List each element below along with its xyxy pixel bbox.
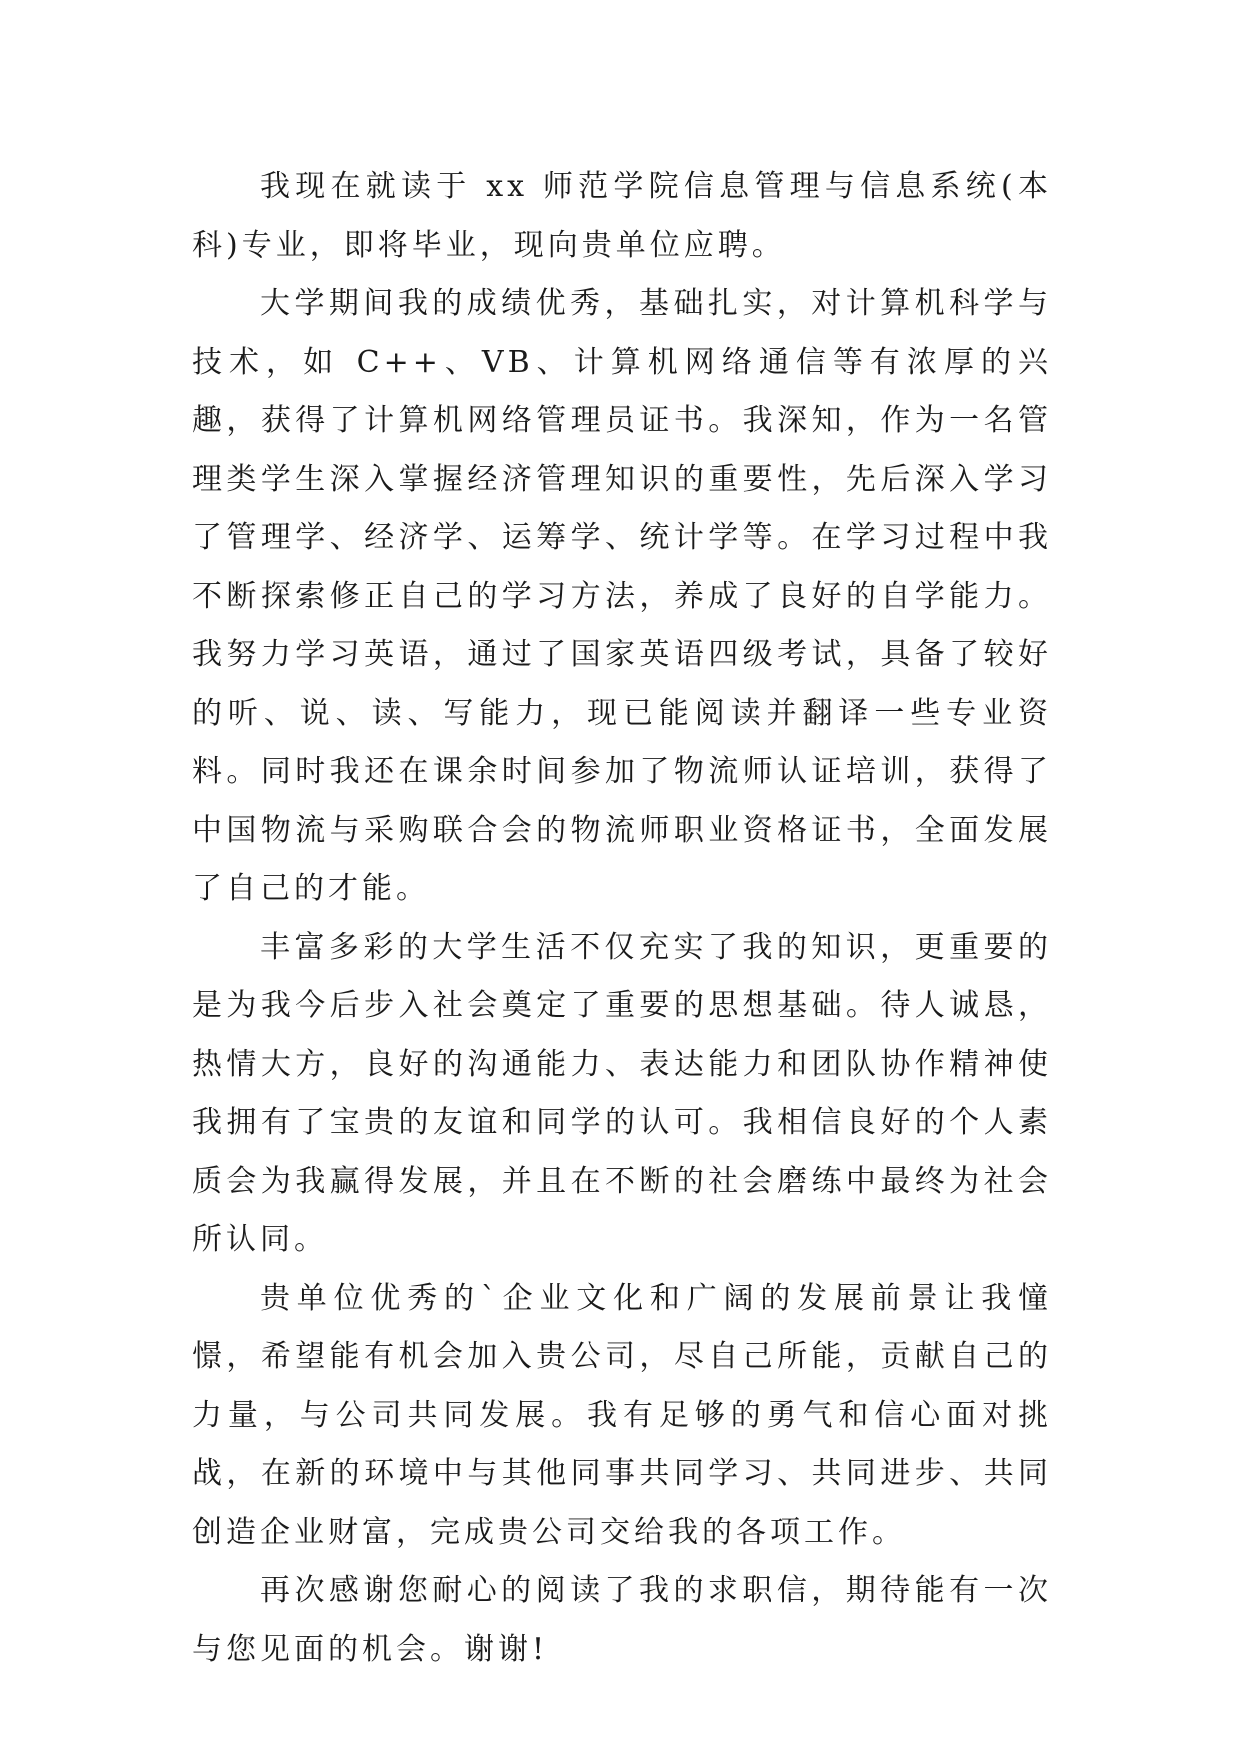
paragraph-intro: 我现在就读于 xx 师范学院信息管理与信息系统(本科)专业，即将毕业，现向贵单位应聘。 [192, 169, 1052, 263]
letter-body [192, 158, 1052, 1679]
paragraph-education: 大学期间我的成绩优秀，基础扎实，对计算机科学与技术，如 C++、VB、计算机网络通信等有浓厚的兴趣，获得了计算机网络管理员证书。我深知，作为一名管理类学生深入掌握经济管理知识的重要性，先后深入学习了管理学、经济学、运筹学、统计学等。在学习过程中我不断探索修正自己的学习方法，养成了良好的自学能力。我努力学习英语，通过了国家英语四级考试，具备了较好的听、说、读、写能力，现已能阅读并翻译一些专业资料。同时我还在课余时间参加了物流师认证培训，获得了中国物流与采购联合会的物流师职业资格证书，全面发展了自己的才能。 [192, 286, 1052, 906]
paragraph-closing: 再次感谢您耐心的阅读了我的求职信，期待能有一次与您见面的机会。谢谢! [192, 1573, 1052, 1667]
paragraph-company-interest: 贵单位优秀的`企业文化和广阔的发展前景让我憧憬，希望能有机会加入贵公司，尽自己所能，贡献自己的力量，与公司共同发展。我有足够的勇气和信心面对挑战，在新的环境中与其他同事共同学习、共同进步、共同创造企业财富，完成贵公司交给我的各项工作。 [192, 1280, 1052, 1550]
paragraph-personal-qualities: 丰富多彩的大学生活不仅充实了我的知识，更重要的是为我今后步入社会奠定了重要的思想基础。待人诚恳，热情大方，良好的沟通能力、表达能力和团队协作精神使我拥有了宝贵的友谊和同学的认可。我相信良好的个人素质会为我赢得发展，并且在不断的社会磨练中最终为社会所认同。 [192, 929, 1052, 1257]
